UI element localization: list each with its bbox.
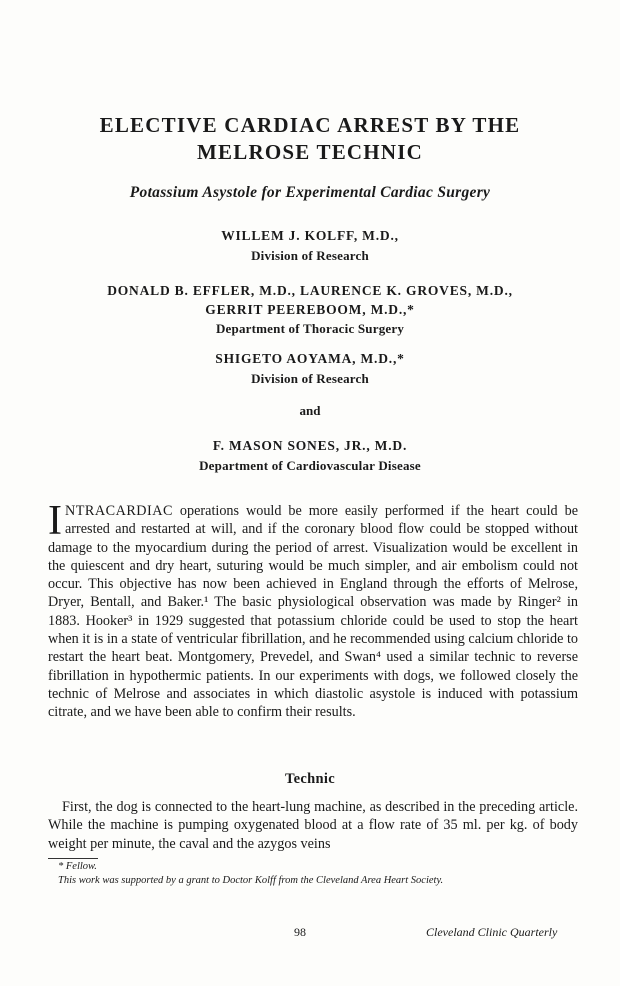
footnote-rule bbox=[48, 858, 98, 859]
affiliation-research-2: Division of Research bbox=[251, 371, 369, 386]
title-line-1: ELECTIVE CARDIAC ARREST BY THE bbox=[99, 113, 521, 137]
author-sones: F. MASON SONES, JR., M.D. bbox=[212, 438, 408, 453]
article-subtitle: Potassium Asystole for Experimental Cardiac Surgery bbox=[129, 184, 491, 201]
drop-cap: I bbox=[48, 498, 62, 544]
intro-paragraph bbox=[48, 498, 578, 722]
author-peereboom: GERRIT PEEREBOOM, M.D.,* bbox=[205, 302, 415, 317]
author-effler-groves: DONALD B. EFFLER, M.D., LAURENCE K. GROVES, M.D., bbox=[107, 283, 513, 298]
technic-text: First, the dog is connected to the heart-lung machine, as described in the preceding article. While the machine is pumping oxygenated blood at a flow rate of 35 ml. per kg. of body weight per minute, the caval and the azygos veins bbox=[48, 799, 578, 852]
journal-name: Cleveland Clinic Quarterly bbox=[426, 925, 558, 939]
page-number: 98 bbox=[294, 925, 306, 939]
technic-paragraph bbox=[48, 798, 578, 853]
author-kolff: WILLEM J. KOLFF, M.D., bbox=[221, 228, 399, 243]
article-title bbox=[0, 112, 620, 166]
affiliation-thoracic-surgery: Department of Thoracic Surgery bbox=[215, 321, 405, 336]
intro-smallcaps: NTRACARDIAC bbox=[65, 503, 173, 519]
section-heading-technic: Technic bbox=[285, 771, 335, 787]
and-separator: and bbox=[299, 403, 321, 418]
affiliation-cardiovascular: Department of Cardiovascular Disease bbox=[199, 458, 421, 473]
footnote-grant: This work was supported by a grant to Doctor Kolff from the Cleveland Area Heart Society. bbox=[58, 875, 444, 886]
title-line-2: MELROSE TECHNIC bbox=[197, 140, 423, 164]
intro-text: operations would be more easily performed if the heart could be arrested and restarted at will, and if the coronary blood flow could be stopped without damage to the myocardium during the period of arrest. Visualization would be excellent in the quiescent and dry heart, suturing would be much simpler, and air embolism could not occur. This objective has now been achieved in England through the efforts of Melrose, Dryer, Bentall, and Baker.¹ The basic physiological observation was made by Ringer² in 1883. Hooker³ in 1929 suggested that potassium chloride could be used to stop the heart when it is in a state of ventricular fibrillation, and he recommended using calcium chloride to restart the heart beat. Montgomery, Prevedel, and Swan⁴ used a similar technic to reverse fibrillation in hypothermic patients. In our experiments with dogs, we followed closely the technic of Melrose and associates in which diastolic asystole is induced with potassium citrate, and we have been able to confirm their results. bbox=[48, 503, 578, 721]
footnote-fellow: * Fellow. bbox=[58, 861, 97, 872]
affiliation-research-1: Division of Research bbox=[251, 248, 369, 263]
author-aoyama: SHIGETO AOYAMA, M.D.,* bbox=[215, 351, 405, 366]
